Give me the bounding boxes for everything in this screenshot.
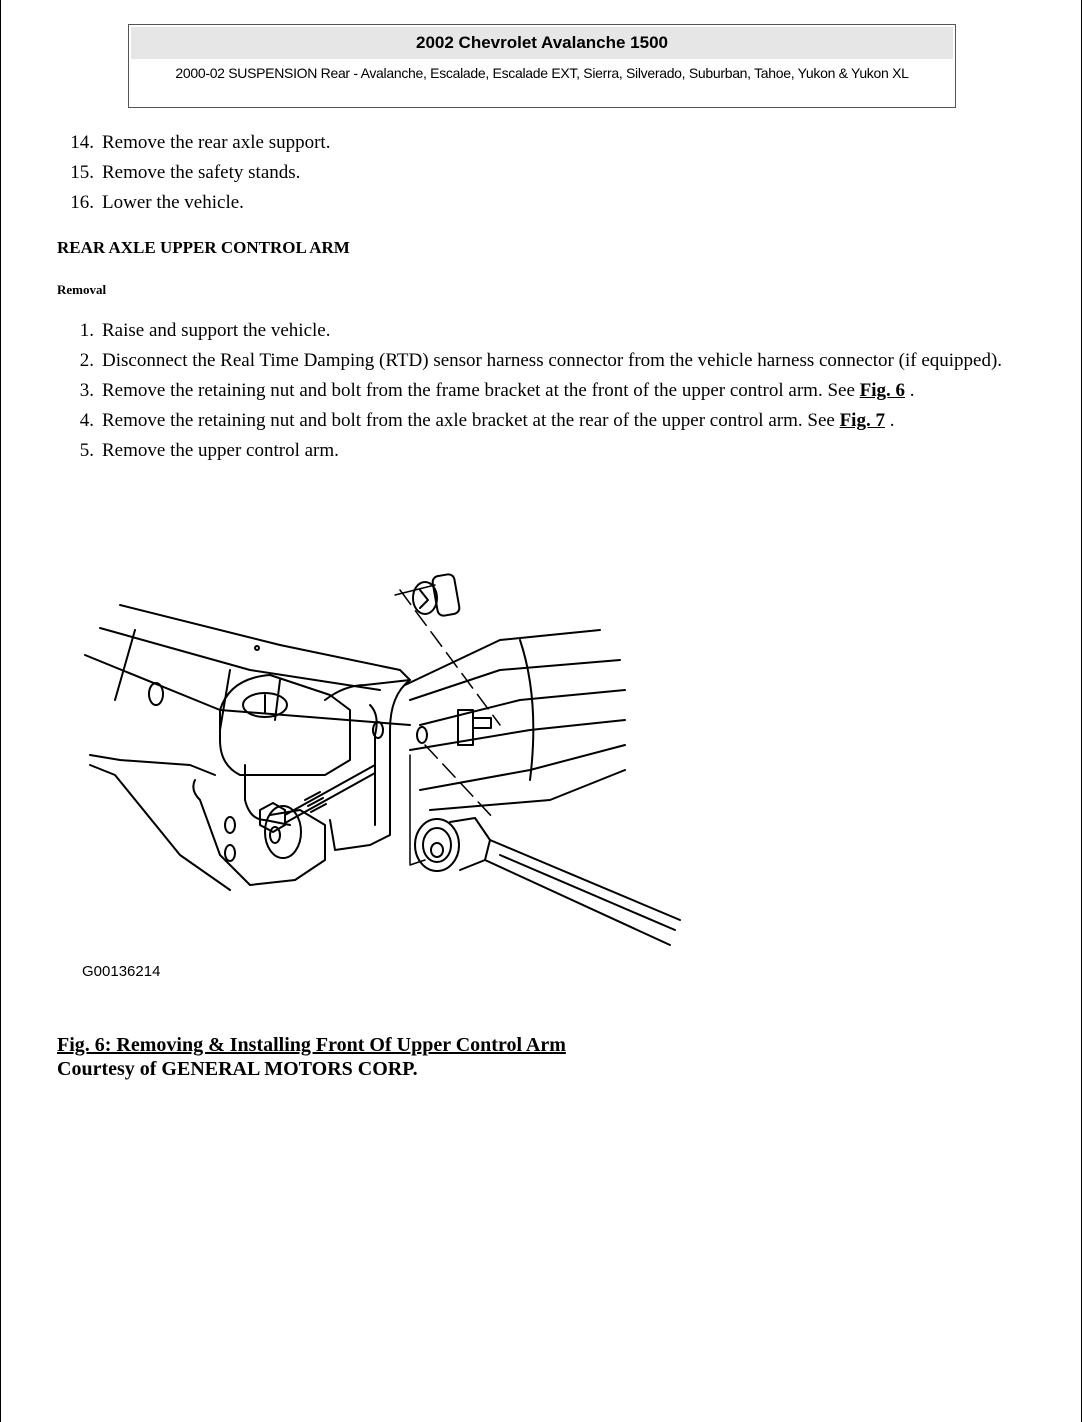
fig-6-link[interactable]: Fig. 6 xyxy=(859,380,906,401)
step-number: 16. xyxy=(70,192,94,213)
list-item xyxy=(58,190,330,215)
figure-id: G00136214 xyxy=(82,963,161,980)
removal-steps-list xyxy=(58,318,1028,468)
list-item xyxy=(58,378,1028,403)
step-number: 3. xyxy=(79,380,94,401)
step-number: 4. xyxy=(79,410,94,431)
step-text: Remove the safety stands. xyxy=(102,162,301,183)
document-header xyxy=(128,24,956,108)
step-text: Remove the upper control arm. xyxy=(102,440,339,461)
bracket-flange xyxy=(325,680,410,850)
list-item xyxy=(58,408,1028,433)
step-text: Remove the retaining nut and bolt from the frame bracket at the front of the upper control arm. See xyxy=(102,380,860,401)
control-arm-bushing xyxy=(415,818,490,871)
section-subtitle: 2000-02 SUSPENSION Rear - Avalanche, Escalade, Escalade EXT, Sierra, Silverado, Suburban, Tahoe, Yukon & Yukon XL xyxy=(175,65,909,81)
continued-steps-list xyxy=(58,130,330,220)
step-number: 14. xyxy=(70,132,94,153)
step-text-end: . xyxy=(905,380,915,401)
upper-control-arm-illustration xyxy=(80,560,700,955)
fig-7-link[interactable]: Fig. 7 xyxy=(839,410,885,431)
frame-rail xyxy=(120,605,410,680)
subsection-heading: Removal xyxy=(57,282,107,297)
figure-courtesy: Courtesy of GENERAL MOTORS CORP. xyxy=(57,1058,418,1080)
list-item xyxy=(58,160,330,185)
nut-icon xyxy=(413,573,460,616)
frame-hole xyxy=(149,683,163,705)
upper-control-arm xyxy=(490,840,680,920)
step-number: 5. xyxy=(79,440,94,461)
step-number: 2. xyxy=(79,350,94,371)
vehicle-title: 2002 Chevrolet Avalanche 1500 xyxy=(131,27,953,60)
list-item xyxy=(58,130,330,155)
step-text: Disconnect the Real Time Damping (RTD) sensor harness connector from the vehicle harness connector (if equipped). xyxy=(102,350,1003,371)
crossmember xyxy=(405,630,600,685)
step-text: Remove the rear axle support. xyxy=(102,132,331,153)
frame-bracket xyxy=(220,675,350,775)
step-text-end: . xyxy=(884,410,895,431)
list-item xyxy=(58,318,1028,343)
step-number: 1. xyxy=(79,320,94,341)
step-text: Raise and support the vehicle. xyxy=(102,320,331,341)
list-item xyxy=(58,438,1028,463)
step-number: 15. xyxy=(70,162,94,183)
page-border-left xyxy=(0,0,1,1422)
figure-caption: Fig. 6: Removing & Installing Front Of Upper Control Arm xyxy=(57,1034,566,1056)
step-text: Lower the vehicle. xyxy=(102,192,244,213)
section-heading: REAR AXLE UPPER CONTROL ARM xyxy=(57,238,350,257)
step-text: Remove the retaining nut and bolt from the axle bracket at the rear of the upper control arm. See xyxy=(102,410,840,431)
list-item xyxy=(58,348,1028,373)
